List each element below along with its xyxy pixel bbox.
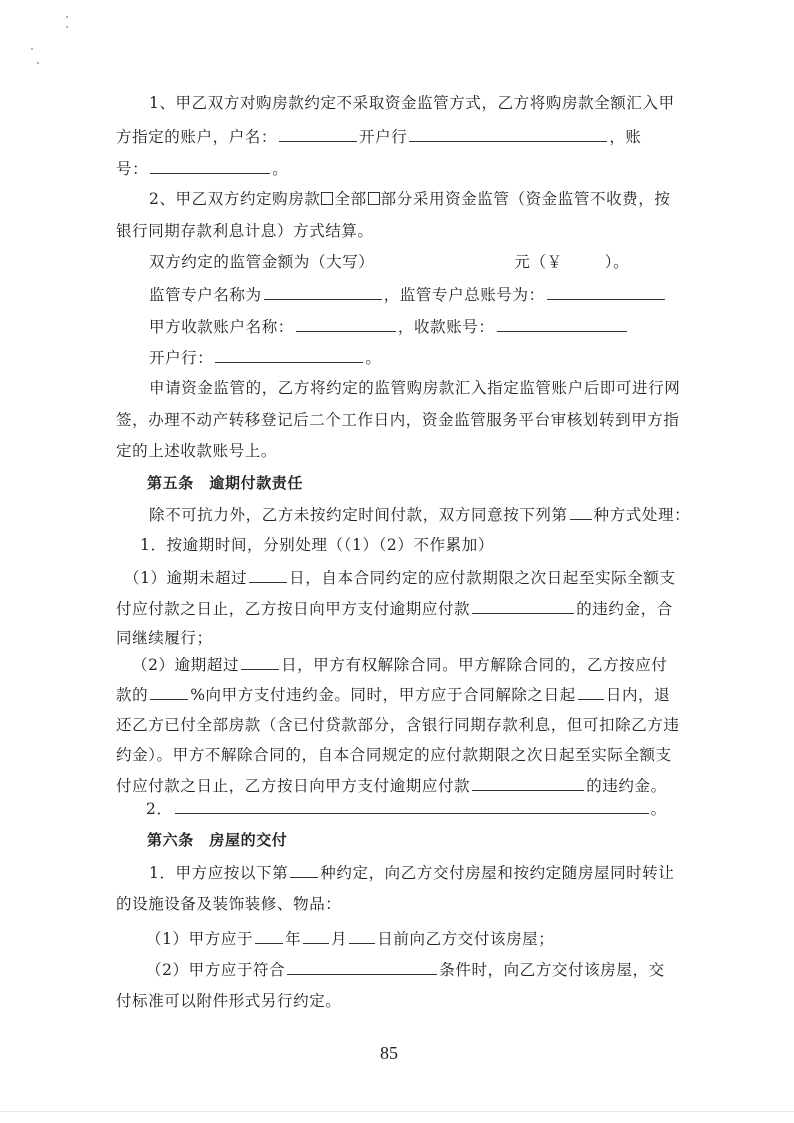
text-line bbox=[149, 504, 690, 525]
text-segment: 除不可抗力外，乙方未按约定时间付款，双方同意按下列第 bbox=[149, 506, 568, 524]
blank-field bbox=[175, 798, 649, 814]
text-segment: 日，甲方有权解除合同。甲方解除合同的，乙方按应付 bbox=[281, 656, 668, 674]
text-segment: 方指定的账户，户名： bbox=[116, 128, 278, 146]
blank-field bbox=[255, 928, 283, 944]
blank-field bbox=[570, 504, 592, 520]
checkbox-icon bbox=[321, 192, 333, 205]
text-line bbox=[149, 189, 670, 209]
text-line bbox=[149, 862, 674, 883]
blank-field bbox=[290, 862, 318, 878]
text-segment: 甲方收款账户名称： bbox=[149, 318, 294, 336]
text-segment: （2）逾期超过 bbox=[132, 656, 240, 674]
text-line bbox=[146, 798, 667, 819]
text-segment: 种约定，向乙方交付房屋和按约定随房屋同时转让 bbox=[320, 864, 675, 882]
scan-mark-dot bbox=[66, 26, 68, 28]
section-heading: 第五条 逾期付款责任 bbox=[147, 474, 304, 492]
text-line: 签，办理不动产转移登记后二个工作日内，资金监管服务平台审核划转到甲方指 bbox=[116, 411, 680, 429]
text-line: 1．按逾期时间，分别处理（（1）（2）不作累加） bbox=[140, 536, 494, 554]
text-line: 付标准可以附件形式另行约定。 bbox=[116, 992, 342, 1010]
text-segment: 双方约定的监管金额为（大写） bbox=[149, 253, 375, 271]
text-segment: 付应付款之日止，乙方按日向甲方支付逾期应付款 bbox=[116, 777, 471, 795]
text-segment: ，收款账号： bbox=[397, 318, 495, 336]
blank-field bbox=[215, 347, 363, 363]
text-segment: 2． bbox=[146, 800, 173, 818]
text-segment: 开户行 bbox=[359, 128, 408, 146]
text-line: 银行同期存款利息计息）方式结算。 bbox=[116, 222, 374, 240]
blank-field bbox=[241, 654, 279, 670]
blank-field bbox=[497, 316, 627, 332]
blank-field bbox=[150, 684, 188, 700]
text-segment: ，监管专户总账号为： bbox=[383, 286, 545, 304]
text-segment: 部分采用资金监管（资金监管不收费，按 bbox=[380, 190, 671, 208]
text-segment: 款的 bbox=[116, 686, 149, 704]
blank-field bbox=[249, 567, 287, 583]
text-line: 的设施设备及装饰装修、物品： bbox=[116, 895, 342, 913]
text-segment: 元（￥ bbox=[514, 253, 563, 271]
text-line bbox=[149, 347, 382, 368]
text-line bbox=[116, 126, 642, 147]
text-segment: 监管专户名称为 bbox=[149, 286, 262, 304]
text-segment: 开户行： bbox=[149, 349, 214, 367]
text-segment: 的违约金。 bbox=[586, 777, 667, 795]
text-line: 定的上述收款账号上。 bbox=[116, 442, 278, 460]
text-line bbox=[116, 775, 667, 796]
text-line: 还乙方已付全部房款（含已付贷款部分，含银行同期存款利息，但可扣除乙方违 bbox=[116, 716, 680, 734]
blank-field bbox=[279, 126, 357, 142]
text-line: 申请资金监管的，乙方将约定的监管购房款汇入指定监管账户后即可进行网 bbox=[149, 379, 681, 397]
text-segment: 条件时，向乙方交付该房屋，交 bbox=[439, 961, 665, 979]
text-segment: 月 bbox=[331, 930, 348, 948]
text-segment: 种方式处理： bbox=[593, 506, 691, 524]
text-line bbox=[149, 316, 629, 337]
scan-mark-dot bbox=[66, 16, 68, 18]
text-line bbox=[132, 654, 667, 675]
blank-field bbox=[349, 928, 375, 944]
text-line bbox=[146, 928, 554, 949]
blank-field bbox=[547, 284, 665, 300]
text-segment: 。 bbox=[272, 160, 289, 178]
blank-field bbox=[472, 598, 574, 614]
text-segment: 1．甲方应按以下第 bbox=[149, 864, 289, 882]
text-segment: 。 bbox=[365, 349, 382, 367]
blank-field bbox=[296, 316, 396, 332]
bottom-rule bbox=[0, 1111, 794, 1112]
text-line bbox=[116, 158, 288, 179]
scan-mark-dot bbox=[37, 62, 39, 64]
text-segment: 日前向乙方交付该房屋； bbox=[377, 930, 555, 948]
text-segment: ，账 bbox=[609, 128, 642, 146]
text-segment: %向甲方支付违约金。同时，甲方应于合同解除之日起 bbox=[190, 686, 576, 704]
blank-field bbox=[409, 126, 607, 142]
text-segment: 的违约金，合 bbox=[576, 600, 673, 618]
text-segment: 年 bbox=[285, 930, 302, 948]
checkbox-icon bbox=[368, 192, 380, 205]
text-line: 同继续履行； bbox=[116, 629, 213, 647]
text-segment: 日，自本合同约定的应付款期限之次日起至实际全额支 bbox=[289, 569, 676, 587]
text-line bbox=[116, 598, 673, 619]
text-segment: 付应付款之日止，乙方按日向甲方支付逾期应付款 bbox=[116, 600, 471, 618]
scan-mark-dot bbox=[31, 48, 33, 50]
text-line: 1、甲乙双方对购房款约定不采取资金监管方式，乙方将购房款全额汇入甲 bbox=[149, 94, 675, 112]
text-line bbox=[146, 959, 665, 980]
blank-field bbox=[303, 928, 329, 944]
blank-field bbox=[578, 684, 604, 700]
text-segment: （1）逾期未超过 bbox=[124, 569, 248, 587]
text-segment: 全部 bbox=[334, 190, 367, 208]
text-line bbox=[149, 284, 667, 305]
text-segment: 日内，退 bbox=[605, 686, 671, 704]
text-line: 约金）。甲方不解除合同的，自本合同规定的应付款期限之次日起至实际全额支 bbox=[116, 746, 672, 764]
text-segment: （2）甲方应于符合 bbox=[146, 961, 286, 979]
text-line bbox=[149, 252, 629, 272]
blank-field bbox=[264, 284, 382, 300]
text-segment: 2、甲乙双方约定购房款 bbox=[149, 190, 321, 208]
text-segment: 。 bbox=[650, 800, 667, 818]
text-segment: 号： bbox=[116, 160, 149, 178]
text-segment: （1）甲方应于 bbox=[146, 930, 254, 948]
section-heading: 第六条 房屋的交付 bbox=[147, 831, 288, 849]
text-line bbox=[116, 684, 670, 705]
text-line bbox=[124, 567, 676, 588]
blank-field bbox=[287, 959, 437, 975]
text-segment: ）。 bbox=[604, 253, 630, 271]
blank-field bbox=[472, 775, 584, 791]
page-number: 85 bbox=[380, 1043, 398, 1063]
blank-field bbox=[150, 158, 270, 174]
